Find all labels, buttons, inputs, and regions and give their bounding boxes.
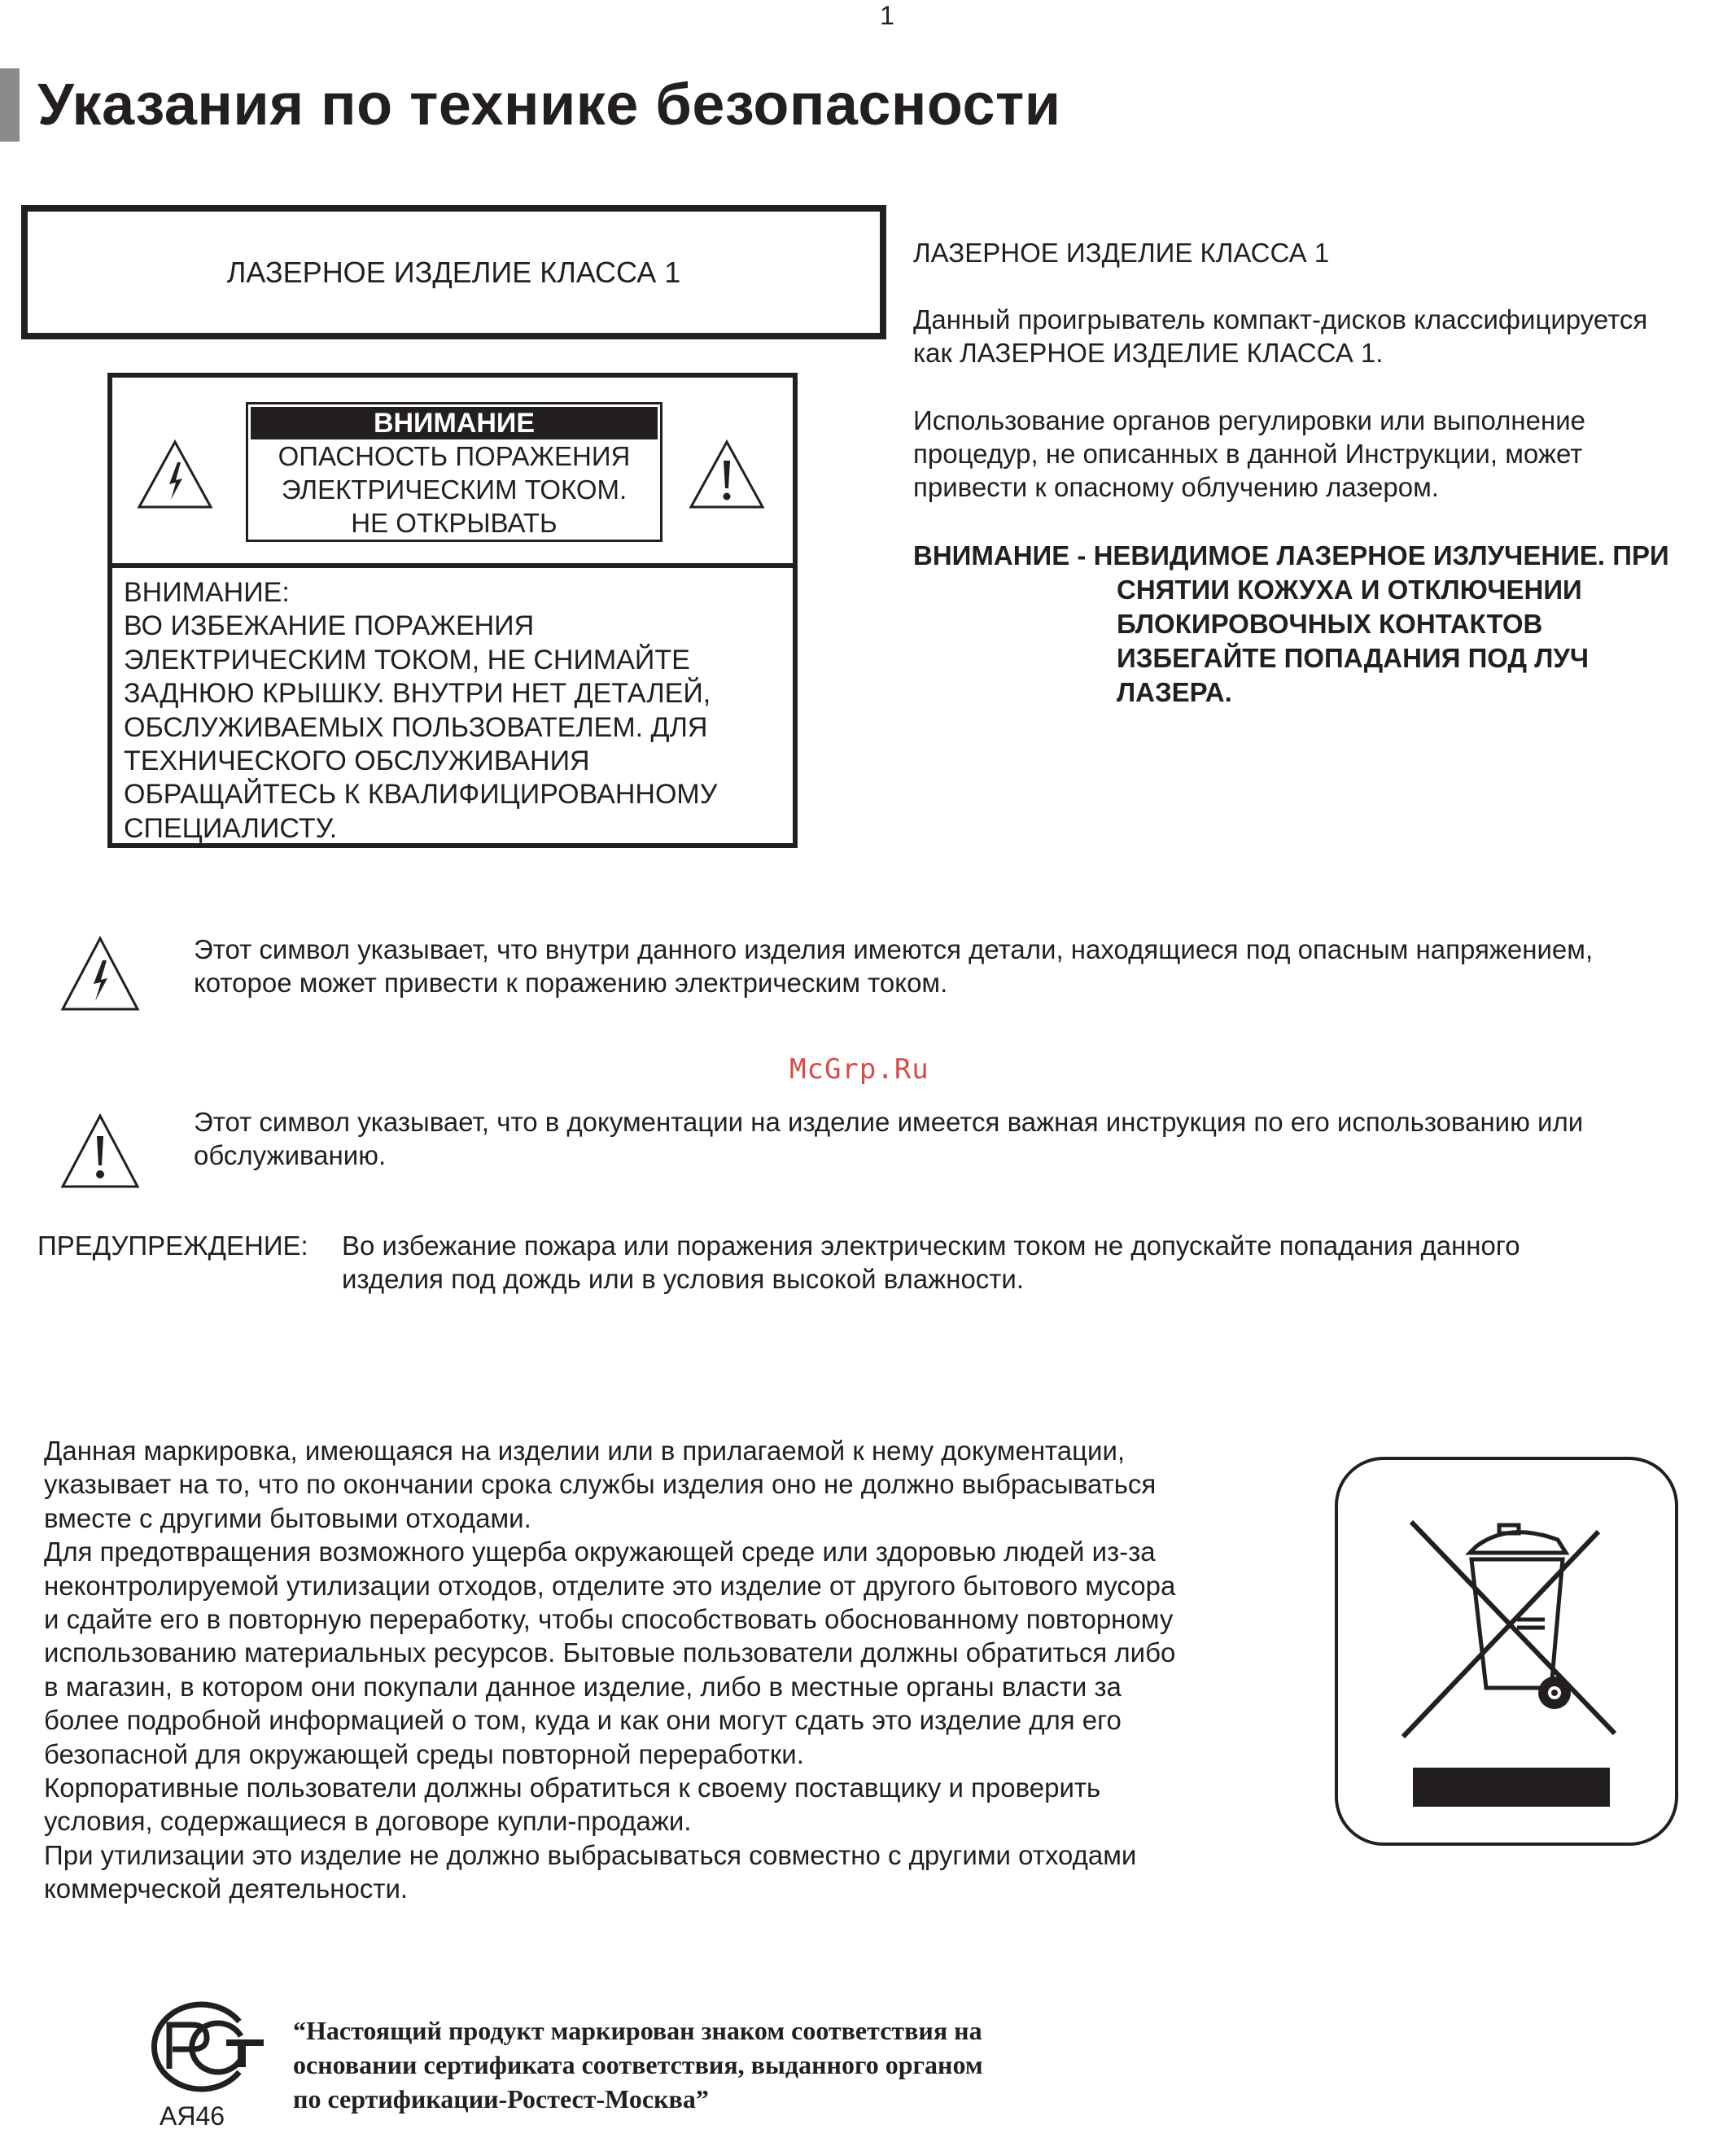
laser-radiation-warning [913, 539, 1669, 710]
page-title: Указания по технике безопасности [37, 72, 1061, 138]
caution-notice-line: ТЕХНИЧЕСКОГО ОБСЛУЖИВАНИЯ [124, 745, 590, 777]
disposal-line: в магазин, в котором они покупали данное изделие, либо в местные органы власти за [44, 1671, 1122, 1702]
disposal-line: более подробной информацией о том, куда и как они могут сдать это изделие для его [44, 1705, 1122, 1736]
laser-warning-line: БЛОКИРОВОЧНЫХ КОНТАКТОВ [1117, 609, 1543, 639]
caution-line: ОПАСНОСТЬ ПОРАЖЕНИЯ [278, 441, 631, 471]
certification-line: “Настоящий продукт маркирован знаком соответствия на [293, 2016, 982, 2045]
watermark: McGrp.Ru [789, 1053, 929, 1086]
instruction-symbol-line: обслуживанию. [194, 1140, 387, 1170]
instruction-symbol-description [194, 1105, 1583, 1172]
disposal-line: и сдайте его в повторную переработку, чтобы способствовать обоснованному повторному [44, 1604, 1174, 1635]
laser-info-paragraph-1 [913, 303, 1647, 369]
warning-text [342, 1229, 1520, 1296]
caution-label-header [112, 378, 793, 568]
disposal-line: безопасной для окружающей среды повторной переработки. [44, 1738, 804, 1769]
voltage-symbol-line: Этот символ указывает, что внутри данного изделия имеются детали, находящиеся под опасным напряжением, [194, 934, 1594, 964]
disposal-line: неконтролируемой утилизации отходов, отделите это изделие от другого бытового мусора [44, 1570, 1176, 1601]
exclamation-triangle-icon [60, 1113, 140, 1190]
caution-notice-line: ЗАДНЮЮ КРЫШКУ. ВНУТРИ НЕТ ДЕТАЛЕЙ, [124, 678, 711, 710]
weee-black-bar [1413, 1768, 1610, 1807]
warning-line: изделия под дождь или в условия высокой влажности. [342, 1264, 1025, 1294]
title-accent-bar [0, 68, 20, 142]
laser-warning-line: ЛАЗЕРА. [1117, 677, 1232, 707]
laser-info-title: ЛАЗЕРНОЕ ИЗДЕЛИЕ КЛАССА 1 [913, 238, 1330, 268]
laser-warning-line: ИЗБЕГАЙТЕ ПОПАДАНИЯ ПОД ЛУЧ [1117, 643, 1590, 673]
laser-warning-line: ВНИМАНИЕ - НЕВИДИМОЕ ЛАЗЕРНОЕ ИЗЛУЧЕНИЕ. ПРИ [913, 540, 1669, 570]
caution-notice [124, 576, 791, 846]
laser-info-paragraph-2 [913, 404, 1585, 504]
certification-line: по сертификации-Ростест-Москва” [293, 2084, 709, 2114]
voltage-symbol-line: которое может привести к поражению электрическим током. [194, 968, 948, 998]
certification-line: основании сертификата соответствия, выданного органом [293, 2050, 983, 2079]
laser-class-box-text: ЛАЗЕРНОЕ ИЗДЕЛИЕ КЛАССА 1 [226, 255, 681, 289]
caution-notice-line: ОБСЛУЖИВАЕМЫХ ПОЛЬЗОВАТЕЛЕМ. ДЛЯ [124, 711, 708, 743]
certification-code: АЯ46 [160, 2101, 225, 2131]
disposal-line: вместе с другими бытовыми отходами. [44, 1502, 531, 1533]
laser-info-line: как ЛАЗЕРНОЕ ИЗДЕЛИЕ КЛАССА 1. [913, 338, 1384, 368]
disposal-line: коммерческой деятельности. [44, 1873, 409, 1904]
caution-line: ЭЛЕКТРИЧЕСКИМ ТОКОМ. [281, 474, 627, 505]
weee-symbol-box [1335, 1457, 1678, 1846]
warning-line: Во избежание пожара или поражения электрическим током не допускайте попадания данного [342, 1231, 1520, 1261]
disposal-line: использованию материальных ресурсов. Бытовые пользователи должны обратиться либо [44, 1637, 1176, 1668]
caution-heading: ВНИМАНИЕ [251, 407, 658, 439]
laser-info-line: привести к опасному облучению лазером. [913, 472, 1439, 502]
caution-notice-line: СПЕЦИАЛИСТУ. [124, 812, 338, 844]
laser-class-box [21, 205, 886, 339]
laser-info-line: Использование органов регулировки или выполнение [913, 405, 1585, 435]
disposal-instructions [44, 1434, 1175, 1906]
disposal-line: Для предотвращения возможного ущерба окружающей среде или здоровью людей из-за [44, 1537, 1156, 1567]
laser-info-line: Данный проигрыватель компакт-дисков классифицируется [913, 304, 1648, 334]
lightning-triangle-icon [60, 936, 140, 1012]
exclamation-triangle-icon [689, 439, 765, 509]
crossed-out-wheelie-bin-icon [1379, 1489, 1639, 1750]
disposal-line: Данная маркировка, имеющаяся на изделии или в прилагаемой к нему документации, [44, 1436, 1126, 1466]
caution-line: НЕ ОТКРЫВАТЬ [351, 508, 558, 538]
instruction-symbol-line: Этот символ указывает, что в документации на изделие имеется важная инструкция по его использованию или [194, 1107, 1584, 1137]
caution-label-box [246, 402, 662, 542]
disposal-line: указывает на то, что по окончании срока службы изделия оно не должно выбрасываться [44, 1469, 1157, 1500]
disposal-line: Корпоративные пользователи должны обратиться к своему поставщику и проверить [44, 1773, 1101, 1803]
caution-notice-line: ВНИМАНИЕ: [124, 577, 290, 608]
voltage-symbol-description [194, 933, 1593, 999]
certification-statement [293, 2013, 983, 2116]
caution-label-block [107, 373, 798, 848]
laser-info-line: процедур, не описанных в данной Инструкции, может [913, 439, 1583, 469]
caution-notice-line: ЭЛЕКТРИЧЕСКИМ ТОКОМ, НЕ СНИМАЙТЕ [124, 644, 690, 675]
disposal-line: условия, содержащиеся в договоре купли-продажи. [44, 1806, 692, 1837]
page-number: 1 [880, 1, 894, 30]
rst-certification-logo [135, 1997, 265, 2095]
laser-warning-line: СНЯТИИ КОЖУХА И ОТКЛЮЧЕНИИ [1117, 575, 1582, 605]
lightning-triangle-icon [137, 439, 213, 509]
caution-notice-line: ОБРАЩАЙТЕСЬ К КВАЛИФИЦИРОВАННОМУ [124, 779, 718, 811]
warning-label: ПРЕДУПРЕЖДЕНИЕ: [37, 1231, 308, 1261]
caution-notice-line: ВО ИЗБЕЖАНИЕ ПОРАЖЕНИЯ [124, 610, 535, 642]
disposal-line: При утилизации это изделие не должно выбрасываться совместно с другими отходами [44, 1839, 1137, 1870]
